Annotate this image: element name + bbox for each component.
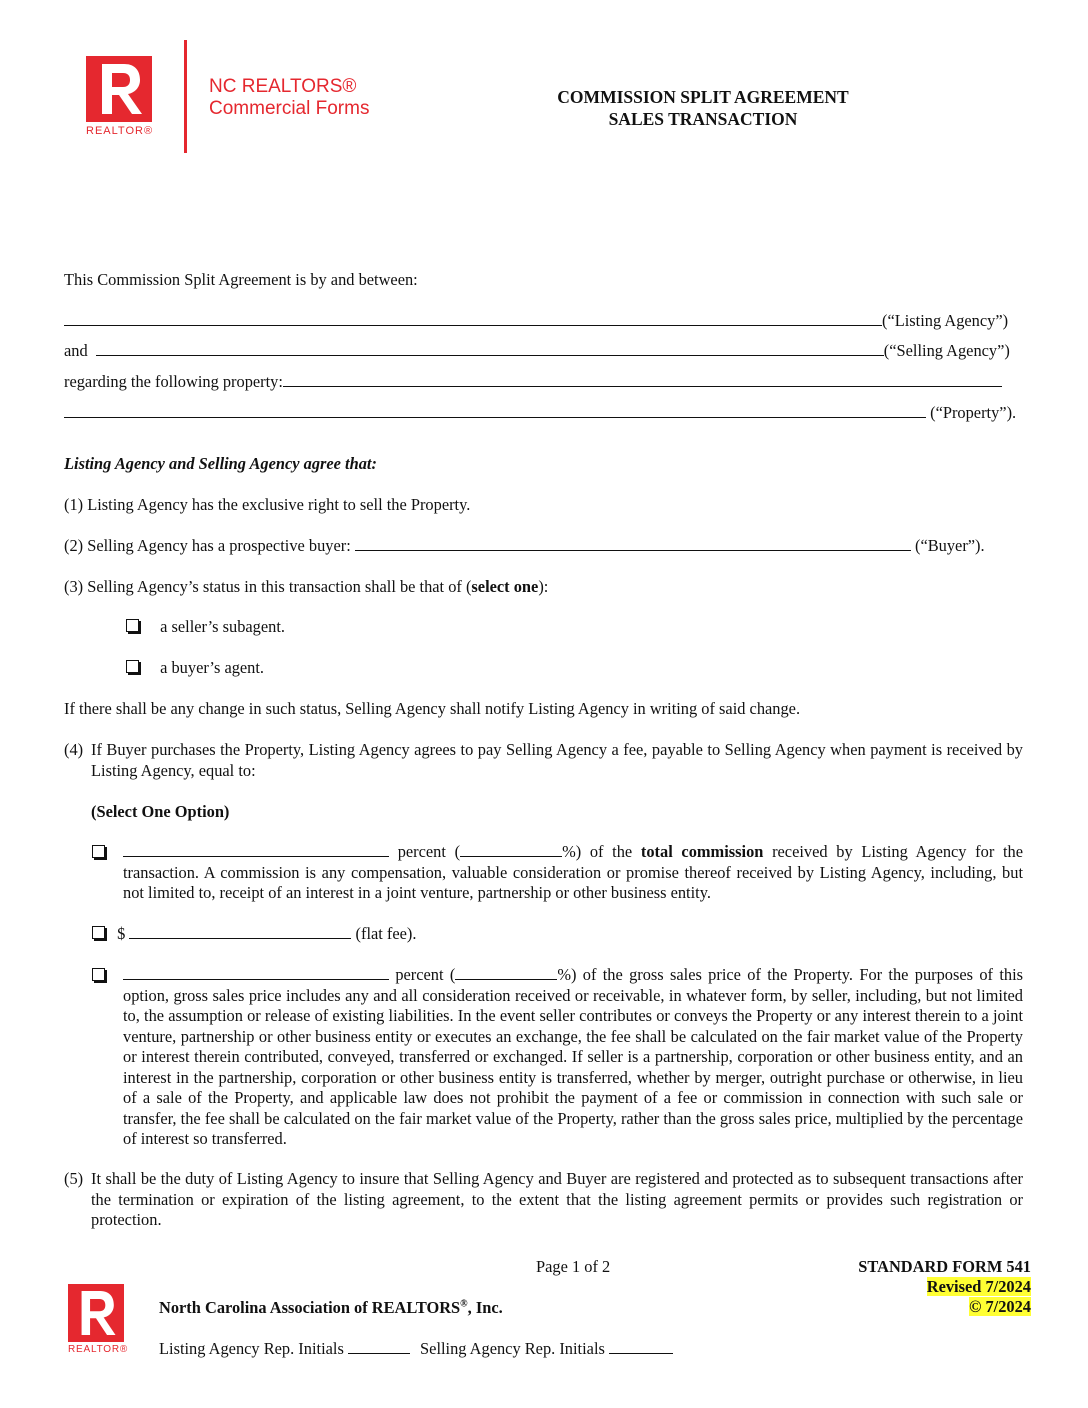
listing-agency-label: (“Listing Agency”) — [882, 311, 1009, 330]
selling-agency-field[interactable] — [96, 341, 884, 356]
footer-logo-text: REALTOR® — [68, 1344, 129, 1355]
buyer-suffix: (“Buyer”). — [914, 536, 985, 555]
listing-initials-label: Listing Agency Rep. Initials — [159, 1339, 344, 1358]
option-a-percent-words-field[interactable] — [123, 842, 389, 857]
agree-heading: Listing Agency and Selling Agency agree that: — [64, 454, 377, 473]
intro-text: This Commission Split Agreement is by and between: — [64, 270, 418, 289]
option-c-percent-field[interactable] — [455, 965, 557, 980]
copyright-date — [969, 1297, 1031, 1317]
option-c-checkbox-wrap — [92, 966, 105, 986]
buyer-field[interactable] — [355, 536, 911, 551]
form-number: STANDARD FORM 541 — [858, 1257, 1031, 1276]
item-3 — [64, 577, 548, 597]
status-suffix: ): — [538, 577, 549, 596]
listing-initials-field[interactable] — [348, 1339, 410, 1354]
option-buyer-agent[interactable] — [126, 658, 264, 678]
option-b-checkbox[interactable] — [92, 926, 105, 939]
listing-agency-line — [64, 311, 1008, 331]
option-c-checkbox[interactable] — [92, 968, 105, 981]
status-change-note: If there shall be any change in such status, Selling Agency shall notify Listing Agency in writing of said change. — [64, 699, 801, 718]
copyright-text: © 7/2024 — [969, 1297, 1031, 1316]
selling-initials-field[interactable] — [609, 1339, 673, 1354]
and-label: and — [64, 341, 88, 360]
property-field-1[interactable] — [283, 372, 1002, 387]
revised-text: Revised 7/2024 — [926, 1277, 1031, 1296]
option-subagent[interactable] — [126, 617, 285, 637]
selling-agency-label: (“Selling Agency”) — [883, 341, 1010, 360]
option-a-checkbox[interactable] — [92, 845, 105, 858]
selling-agency-line — [64, 341, 1010, 361]
select-one-option: (Select One Option) — [91, 802, 230, 821]
realtor-logo-text: REALTOR® — [86, 125, 154, 137]
association-name — [159, 1298, 503, 1318]
org-subtitle: Commercial Forms — [209, 98, 370, 119]
option-c-description: %) of the gross sales price of the Property. For the purposes of this option, gross sales price includes any and all consideration received or receivable, in whatever form, by seller, including, but not limited to, the assumption or release of existing liabilities. In the event seller contributes or conveys the Property or any interest therein to a joint venture, partnership or other business entity or executes an exchange, the fee shall be calculated on the fair market value of the Property or interest therein contributed, conveyed, transferred or exchanged. If seller is a partnership, corporation or other business entity, and an interest in the partnership, corporation or other business entity is transferred, whether by merger, outright purchase or otherwise, in lieu of a sale of the Property, and applicable law does not prohibit the payment of a fee or commission in connection with such sale or transfer, the fee shall be calculated on the fair market value of the Property, rather than the gross sales price, multiplied by the percentage of interest so transferred. — [123, 965, 1024, 1148]
option-c-percent-words-field[interactable] — [123, 965, 389, 980]
org-name: NC REALTORS® — [209, 76, 357, 97]
select-one-label: select one — [471, 577, 539, 596]
revised-date — [927, 1277, 1031, 1297]
association-text: North Carolina Association of REALTORS — [159, 1298, 461, 1317]
initials-line — [159, 1339, 673, 1359]
footer-realtor-logo — [68, 1284, 129, 1360]
option-a-of: %) of the — [562, 842, 633, 861]
fee-description: If Buyer purchases the Property, Listing Agency agrees to pay Selling Agency a fee, payable to Selling Agency when payment is received by Listing Agency, equal to: — [91, 740, 1023, 780]
property-line-1 — [64, 372, 1002, 392]
subagent-label: a seller’s subagent. — [160, 617, 285, 636]
association-reg: ® — [460, 1298, 468, 1310]
flat-fee-field[interactable] — [129, 924, 351, 939]
property-line-2 — [64, 403, 1016, 423]
association-suffix: , Inc. — [467, 1298, 503, 1317]
option-a-description: received by Listing Agency for the transaction. A commission is any compensation, valuable consideration or promise thereof received by Listing Agency, including, but not limited to, receipt of an interest in a joint venture, partnership or other business entity. — [123, 842, 1023, 902]
item-4-text — [91, 740, 1023, 781]
property-label: (“Property”). — [930, 403, 1017, 422]
dollar-sign: $ — [117, 924, 126, 943]
item-5-text — [91, 1169, 1023, 1231]
page-number: Page 1 of 2 — [536, 1257, 611, 1276]
item-5-number: (5) — [64, 1169, 84, 1188]
regarding-label: regarding the following property: — [64, 372, 283, 391]
flat-fee-label: (flat fee). — [355, 924, 417, 943]
option-a-checkbox-wrap — [92, 843, 105, 863]
option-a-percent-field[interactable] — [460, 842, 562, 857]
option-c-percent-label: percent ( — [395, 965, 456, 984]
title-line-1: COMMISSION SPLIT AGREEMENT — [557, 87, 849, 107]
realtor-logo — [86, 56, 152, 140]
option-a-percent-label: percent ( — [397, 842, 461, 861]
option-c-text — [123, 965, 1023, 1150]
status-prefix: (3) Selling Agency’s status in this transaction shall be that of ( — [64, 577, 472, 596]
item-4-number: (4) — [64, 740, 84, 759]
buyer-agent-checkbox[interactable] — [126, 660, 139, 673]
page-title — [500, 86, 906, 130]
listing-agency-field[interactable] — [64, 311, 882, 326]
option-a-text — [123, 842, 1023, 904]
selling-initials-label: Selling Agency Rep. Initials — [420, 1339, 605, 1358]
option-b — [92, 924, 417, 944]
buyer-label: (2) Selling Agency has a prospective buyer: — [64, 536, 351, 555]
title-line-2: SALES TRANSACTION — [608, 109, 798, 129]
subagent-checkbox[interactable] — [126, 619, 139, 632]
property-field-2[interactable] — [64, 403, 926, 418]
header-divider — [184, 40, 187, 153]
buyer-agent-label: a buyer’s agent. — [160, 658, 265, 677]
footer-r-icon — [68, 1284, 124, 1342]
total-commission-label: total commission — [640, 842, 764, 861]
item-1: (1) Listing Agency has the exclusive right to sell the Property. — [64, 495, 471, 514]
item-2 — [64, 536, 985, 556]
realtor-r-icon — [86, 56, 152, 122]
registration-duty: It shall be the duty of Listing Agency to insure that Selling Agency and Buyer are registered and protected as to subsequent transactions after the termination or expiration of the listing agreement, to the extent that the listing agreement permits or provides such registration or protection. — [91, 1169, 1023, 1229]
